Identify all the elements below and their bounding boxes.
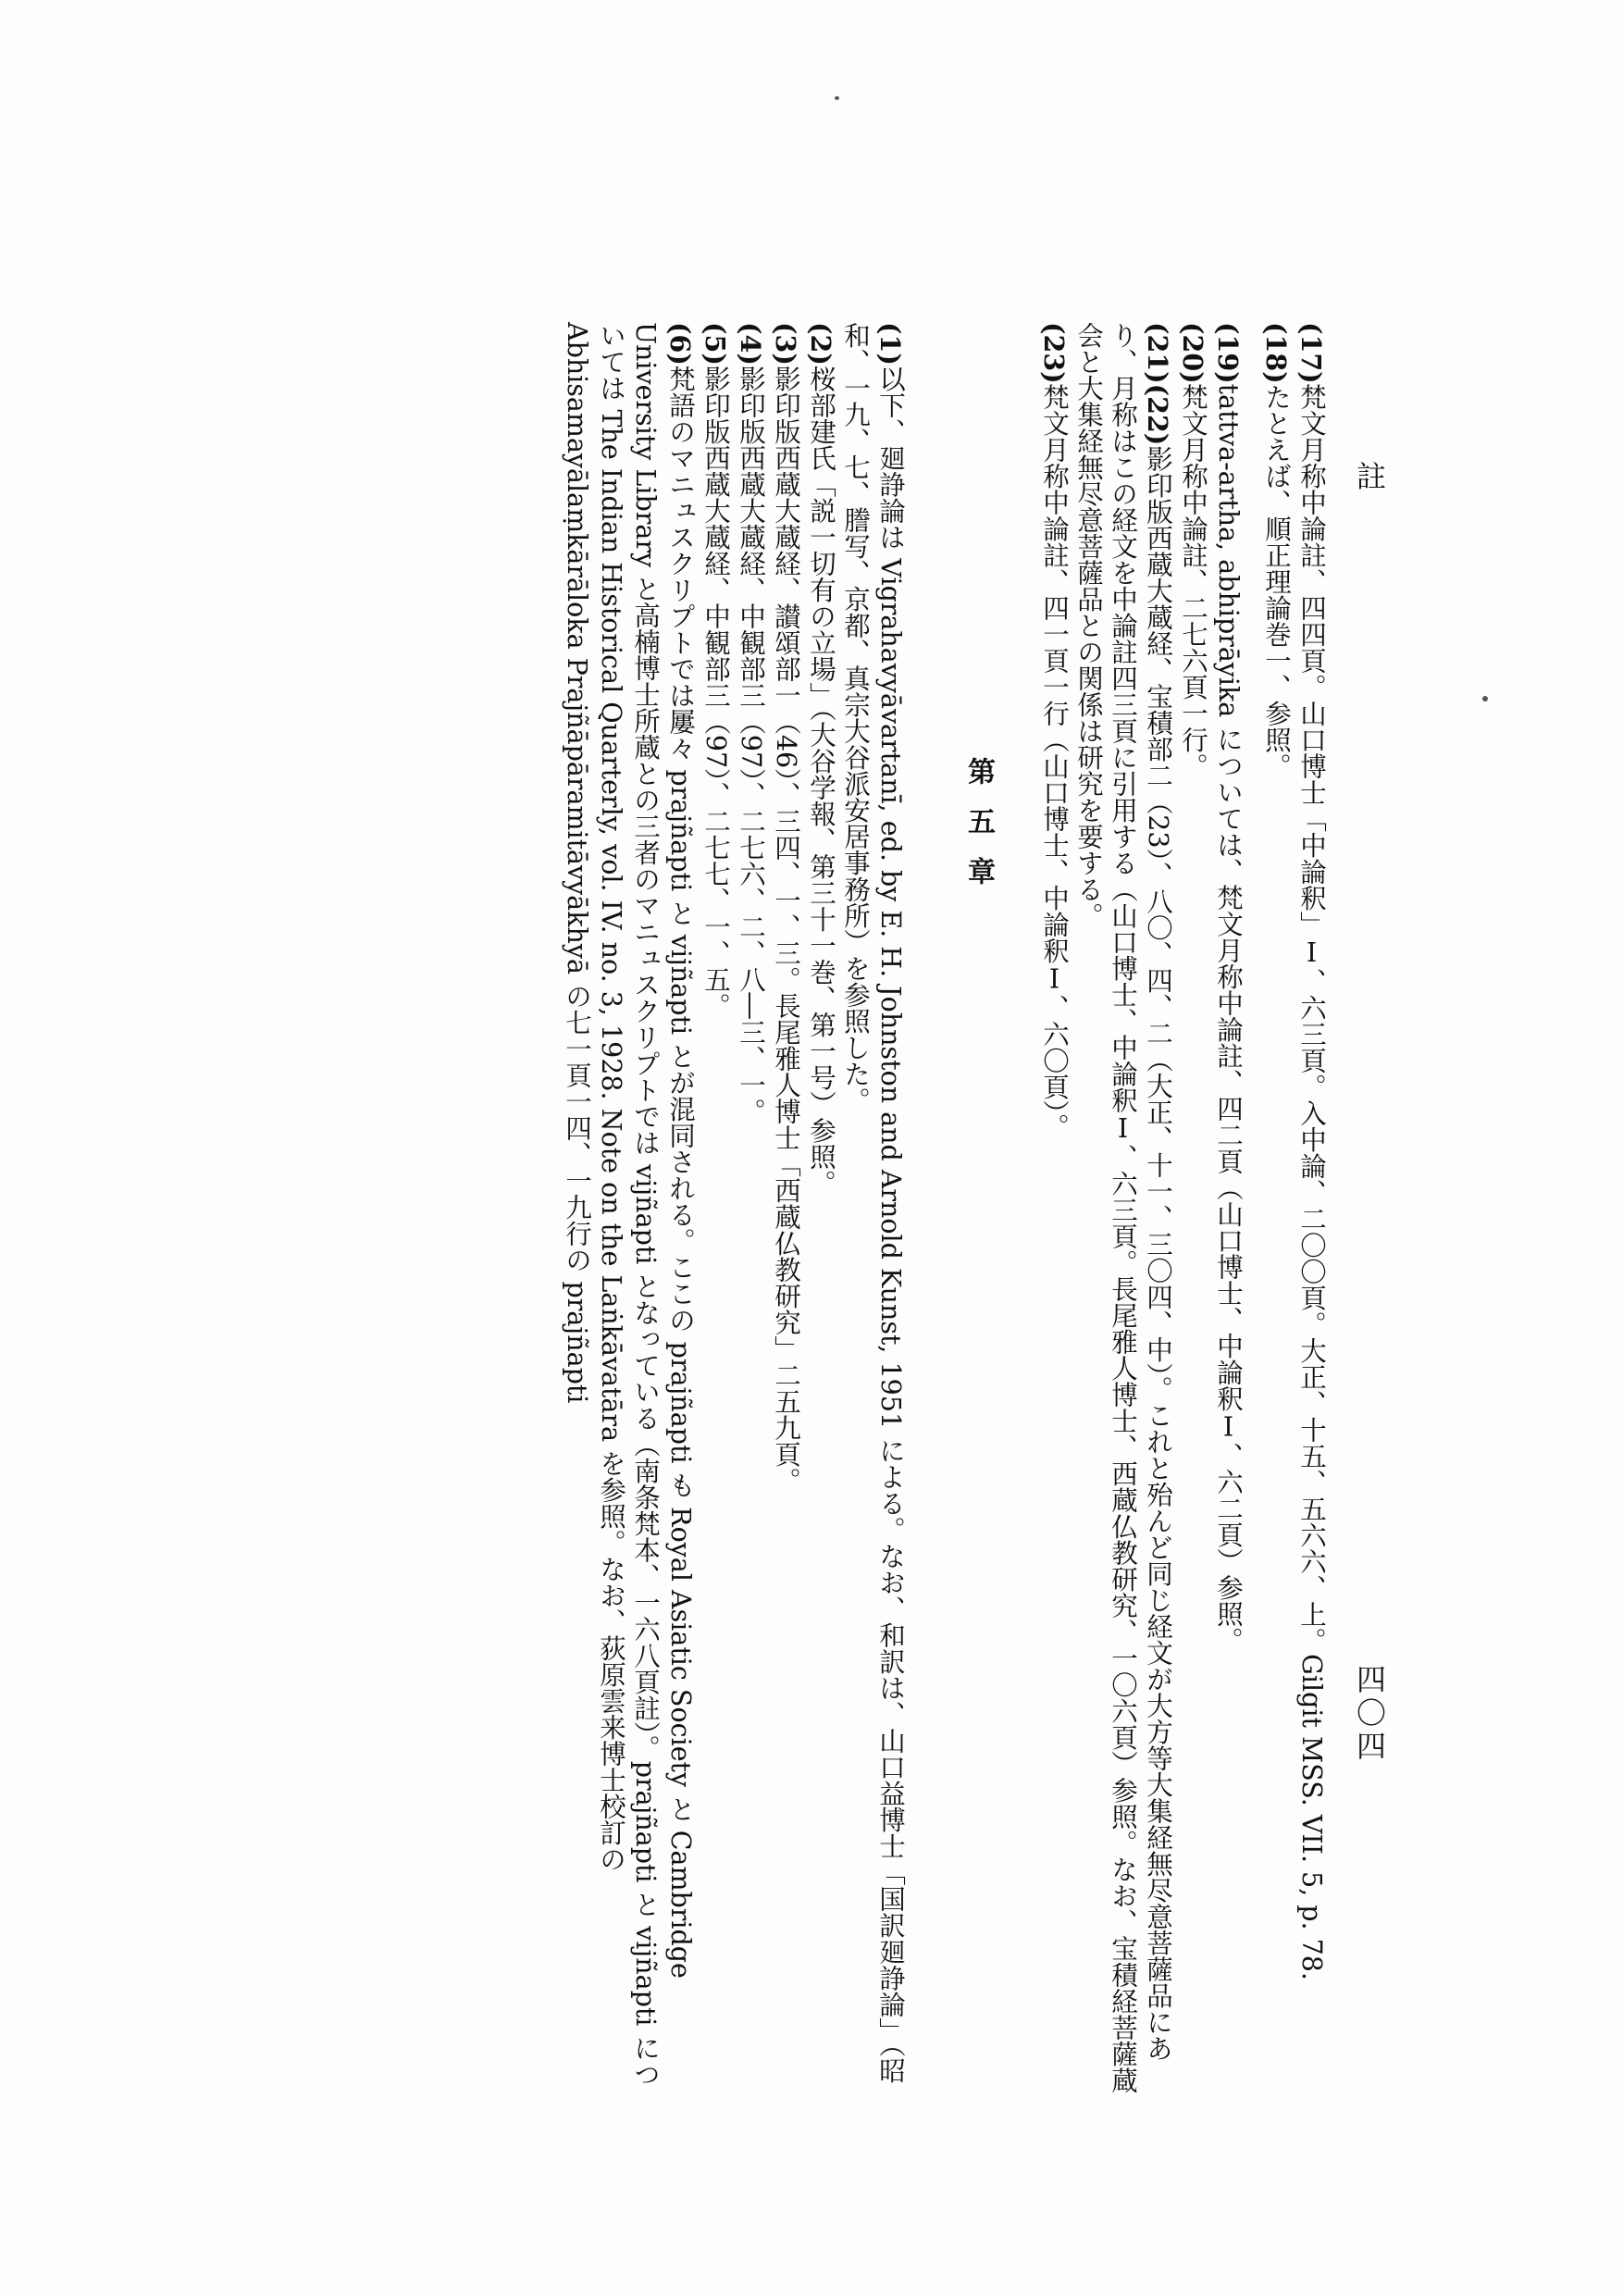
note-17 (1294, 322, 1329, 2099)
note-ch5-3 (768, 322, 803, 2099)
note-23 (1036, 322, 1072, 2099)
note-ch5-1 (838, 322, 908, 2099)
note-ch5-5 (698, 322, 733, 2099)
note-number: (5) (700, 322, 731, 366)
note-number: (1) (874, 322, 906, 366)
note-number: (17) (1295, 322, 1327, 384)
note-number: (23) (1038, 322, 1070, 384)
note-text: 梵語のマニュスクリプトでは屢々 prajñapti と vijñapti とが混同される。ここの prajñapti も Royal Asiatic Society と Cambridge University Library と高楠博士所蔵との三者のマニュスクリプトでは vijñapti となっている（南条梵本、一六八頁註）。prajñapti と vijñapti については The Indian Historical Quarterly, vol. IV. no. 3, 1928. Note on the Laṅkāvatāra を参照。なお、荻原雲来博士校訂の Abhisamayālaṃkārāloka Prajñāpāramitāvyākhyā の七一頁一四、一九行の prajñapti (562, 322, 696, 2088)
note-number: (6) (664, 322, 696, 366)
note-text: 以下、廻諍論は Vigrahavyāvartanī, ed. by E. H. Johnston and Arnold Kunst, 1951 による。なお、和訳は、山口益博士「国訳廻諍論」（昭和、一九、七、謄写、京都、真宗大谷派安居事務所）を参照した。 (840, 322, 906, 2084)
page-number: 四〇四 (1352, 1664, 1387, 1764)
note-19 (1210, 322, 1245, 2099)
note-number: (19) (1212, 322, 1244, 384)
note-number: (20) (1177, 322, 1208, 384)
note-ch5-2 (803, 322, 838, 2099)
running-head: 註 (1352, 461, 1387, 492)
note-text: 桜部建氏「説一切有の立場」（大谷学報、第三十一巻、第一号）参照。 (806, 365, 836, 1197)
note-number: (3) (770, 322, 801, 366)
note-20 (1175, 322, 1210, 2099)
note-18 (1258, 322, 1294, 2099)
note-number: (2) (805, 322, 836, 366)
scan-speck (835, 96, 839, 100)
note-text: 影印版西蔵大蔵経、中観部三（97）、二七七、一、五。 (700, 365, 731, 1019)
note-text: 梵文月称中論註、四一頁一行（山口博士、中論釈Ⅰ、六〇頁）。 (1039, 383, 1070, 1140)
notes-body (255, 322, 1329, 2099)
note-number: (21)(22) (1142, 322, 1173, 446)
note-text: 影印版西蔵大蔵経、中観部三（97）、二七六、二、八―三、一。 (736, 365, 766, 1124)
note-number: (4) (735, 322, 766, 366)
chapter-heading: 第五章 (962, 757, 995, 907)
note-text: 影印版西蔵大蔵経、讃頌部一（46）、三四、一、三。長尾雅人博士「西蔵仏教研究」二五九頁。 (771, 365, 801, 1494)
note-ch5-4 (733, 322, 768, 2099)
scan-speck (1482, 696, 1488, 701)
note-text: たとえば、順正理論巻一、参照。 (1261, 383, 1292, 780)
note-text: 影印版西蔵大蔵経、宝積部二（23）、八〇、四、二（大正、十一、三〇四、中）。これと殆んど同じ経文が大方等大集経無尽意菩薩品にあり、月称はこの経文を中論註四三頁に引用する（山口博士、中論釈Ⅰ、六三頁。長尾雅人博士、西蔵仏教研究、一〇六頁）参照。なお、宝積経菩薩蔵会と大集経無尽意菩薩品との関係は研究を要する。 (1073, 322, 1173, 2093)
note-text: 梵文月称中論註、二七六頁一行。 (1178, 383, 1208, 780)
note-text: 梵文月称中論註、四四頁。山口博士「中論釈」Ⅰ、六三頁。入中論、二〇〇頁。大正、十五、五六六、上。Gilgit MSS. VII. 5, p. 78. (1296, 383, 1327, 1980)
note-number: (18) (1260, 322, 1292, 384)
note-ch5-6 (560, 322, 698, 2099)
note-text: tattva-artha, abhiprāyika については、梵文月称中論註、四二頁（山口博士、中論釈Ⅰ、六二頁）参照。 (1213, 383, 1244, 1654)
note-21-22 (1072, 322, 1175, 2099)
